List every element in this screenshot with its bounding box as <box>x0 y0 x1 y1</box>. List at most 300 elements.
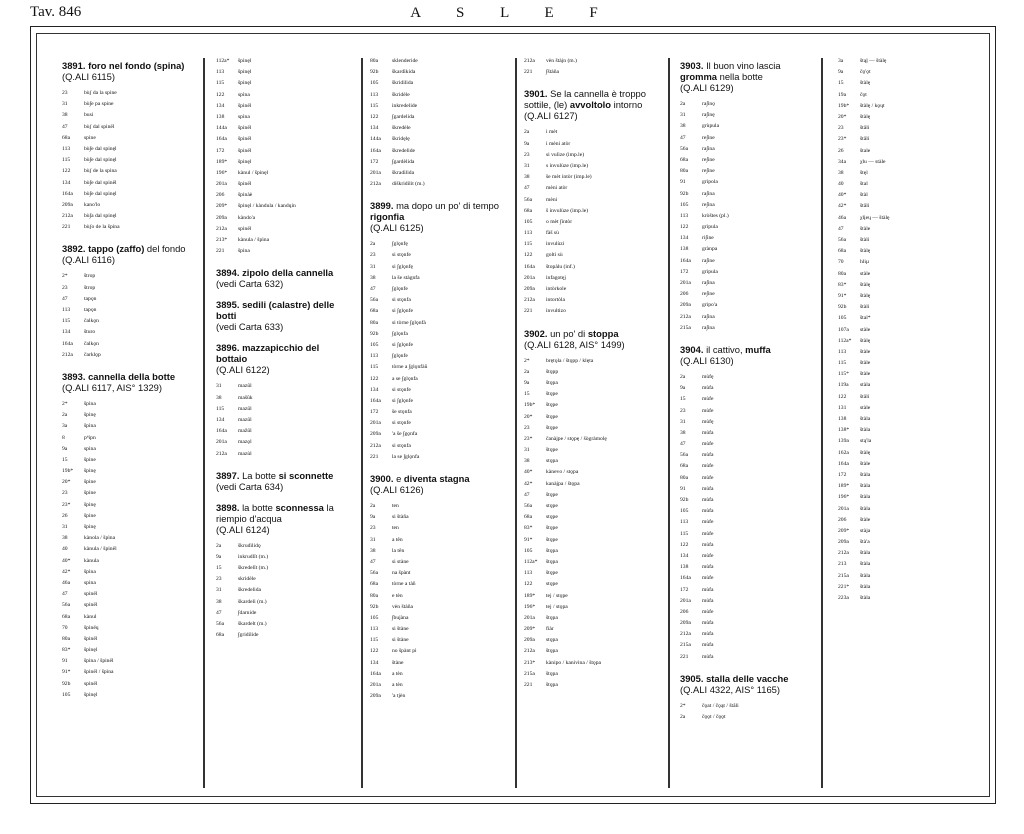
list-item <box>62 511 217 522</box>
list-item <box>62 634 217 645</box>
list-item <box>216 597 336 608</box>
dialect-form: štǫpa <box>546 547 558 554</box>
list-item <box>370 250 505 261</box>
point-number: 9a <box>838 69 844 76</box>
dialect-form: kano'lo <box>84 201 101 208</box>
point-number: 113 <box>370 91 379 98</box>
entry-number: 3895. <box>216 299 243 311</box>
dialect-form: škredelida <box>238 587 261 594</box>
dialect-form: mùfa <box>702 653 714 660</box>
point-number: 164a <box>62 190 73 197</box>
list-item <box>838 548 968 559</box>
point-number: 23 <box>680 407 686 414</box>
dialect-form: intòrkole <box>546 286 567 292</box>
list-item <box>838 146 968 157</box>
dialect-form: štàlę <box>860 337 871 344</box>
list-item <box>216 246 336 257</box>
point-number: 209a <box>62 201 73 208</box>
point-number: 212a <box>680 313 691 320</box>
dialect-form: štǫpa <box>546 379 558 386</box>
point-number: 221 <box>524 308 533 315</box>
dialect-form: stą'la <box>860 438 872 445</box>
list-item <box>524 434 664 445</box>
list-item <box>680 200 810 211</box>
dialect-form: mùfę <box>702 373 714 380</box>
dialect-form: mùfe <box>702 575 714 582</box>
dialect-form: fàš sù <box>546 230 559 237</box>
point-number: 115 <box>680 530 689 537</box>
point-number: 38 <box>216 394 222 401</box>
list-item <box>838 224 968 235</box>
list-item <box>62 656 217 667</box>
dialect-form: štàlę <box>860 449 871 456</box>
entry-reference: (Q.ALI 6129) <box>680 82 734 93</box>
point-number: 40* <box>524 469 533 476</box>
list-item <box>680 562 810 573</box>
point-number: 38 <box>680 429 686 436</box>
list-item <box>370 407 505 418</box>
dialect-form: škardelt (m.) <box>238 621 267 627</box>
point-number: 2a <box>680 101 686 107</box>
dialect-form: mùfę <box>702 418 714 425</box>
dialect-form: brętǫla / štǫpp / klęta <box>546 357 594 364</box>
point-number: 172 <box>370 158 379 165</box>
list-item <box>370 568 505 579</box>
dialect-form: štàlę <box>860 281 871 288</box>
list-item <box>524 67 664 78</box>
entry-heading-text: un po' di <box>550 327 588 339</box>
point-number: 47 <box>62 123 68 130</box>
point-number: 212a <box>680 631 691 638</box>
dialect-form: bùʃ dal spinël <box>84 123 115 130</box>
list-item <box>216 404 336 415</box>
list-item <box>680 177 810 188</box>
point-number: 23 <box>62 490 68 497</box>
list-item <box>370 418 505 429</box>
point-number: 122 <box>524 581 533 588</box>
point-number: 34a <box>838 158 847 165</box>
entry-title <box>524 328 664 350</box>
entry-heading-text: diventa stagna <box>403 473 470 484</box>
list-item <box>680 189 810 200</box>
point-number: 47 <box>524 491 530 498</box>
list-item <box>838 190 968 201</box>
list-item <box>370 441 505 452</box>
dialect-form: re∫ìne <box>702 134 715 141</box>
point-number: 56a <box>680 145 689 152</box>
dialect-form: stǫpa <box>546 637 558 644</box>
dialect-form: škredelide <box>392 147 415 154</box>
entry-reference: (Q.ALI 6127) <box>524 110 578 122</box>
dialect-form: špinëų <box>84 624 99 631</box>
dialect-form: štâli <box>860 136 870 143</box>
list-item <box>838 504 968 515</box>
list-item <box>838 593 968 604</box>
point-number: 23* <box>838 136 847 143</box>
list-item <box>838 369 968 380</box>
list-item <box>680 383 810 394</box>
point-number: 2a <box>370 503 376 509</box>
dialect-form: štà'a <box>860 539 870 546</box>
dialect-form: ra∫ìna <box>702 313 715 320</box>
list-item <box>370 579 505 590</box>
dialect-form: ra∫ìnę <box>702 112 715 119</box>
list-item <box>370 340 505 351</box>
entry-reference: (Q.ALI 6130) <box>680 354 734 366</box>
point-number: 105 <box>680 201 689 208</box>
point-number: 26 <box>838 147 844 154</box>
point-number: 2a <box>62 412 68 419</box>
entry-heading-text: stoppa <box>587 327 619 339</box>
point-number: 134 <box>370 386 379 393</box>
dialect-form: grìpola <box>702 179 718 186</box>
dialect-form: stǫpe <box>546 581 558 588</box>
list-item <box>524 250 664 261</box>
dialect-form: mùfe <box>702 441 714 448</box>
list-item <box>62 155 217 166</box>
list-item <box>524 306 664 317</box>
dialect-form: spina <box>84 445 96 452</box>
list-item <box>370 329 505 340</box>
list-item <box>524 284 664 295</box>
list-item <box>524 658 664 669</box>
dialect-form: škredèle <box>392 125 411 132</box>
dialect-form: stàle <box>860 270 871 277</box>
list-item <box>62 578 217 589</box>
list-item <box>524 546 664 557</box>
point-number: 9a <box>216 553 222 560</box>
dialect-form: kànula <box>84 557 99 564</box>
entry-number: 3899. <box>370 200 397 212</box>
dialect-form: bù∫e dal spinęl <box>84 145 117 152</box>
point-number: 68a <box>680 463 689 470</box>
dialect-form: si stǫnfe <box>392 252 411 259</box>
point-number: 209a <box>370 431 381 438</box>
dialect-form: tapǫn <box>84 295 97 302</box>
list-item <box>370 624 505 635</box>
dialect-form: ra∫ìna <box>702 280 715 286</box>
point-number: 40* <box>62 557 71 564</box>
list-item <box>370 306 505 317</box>
list-item <box>370 396 505 407</box>
list-item <box>680 110 810 121</box>
dialect-form: škridèle <box>392 91 410 98</box>
dialect-form: štǫpe <box>546 413 558 420</box>
point-number: 164a <box>680 257 691 264</box>
point-number: 9a <box>524 379 530 386</box>
atlas-entry <box>680 673 810 723</box>
point-number: 112a* <box>524 558 538 565</box>
list-item <box>62 410 217 421</box>
dialect-form: štàla <box>860 416 871 422</box>
list-item <box>216 123 336 134</box>
dialect-form: štàle <box>860 516 871 523</box>
dialect-form: špinęl <box>238 58 252 64</box>
point-number: 68a <box>62 613 71 620</box>
list-item <box>680 166 810 177</box>
atlas-entry <box>62 60 217 233</box>
dialect-form: skridèle <box>238 576 256 583</box>
point-number: 122 <box>370 375 379 382</box>
list-item <box>370 557 505 568</box>
point-number: 9a <box>524 140 530 147</box>
dialect-form: mašûk <box>238 394 253 401</box>
list-item <box>838 436 968 447</box>
list-item <box>524 228 664 239</box>
list-item <box>680 506 810 517</box>
dialect-form: ra∫ìna <box>702 324 715 331</box>
dialect-form: mùfa <box>702 497 714 503</box>
list-item <box>370 284 505 295</box>
dialect-form: štàla <box>860 561 871 568</box>
list-item <box>62 455 217 466</box>
dialect-form: štâli <box>860 125 870 132</box>
point-number: 206 <box>680 291 689 298</box>
point-number: 115 <box>62 318 71 325</box>
list-item <box>62 679 217 690</box>
dialect-form: kànul <box>84 613 97 620</box>
point-number: 105 <box>62 691 71 698</box>
dialect-form: spìna <box>238 113 250 120</box>
point-number: 212a <box>524 58 535 64</box>
point-number: 105 <box>524 547 533 554</box>
list-item <box>680 256 810 267</box>
entry-heading-text: gromma <box>680 71 717 82</box>
point-number: 122 <box>838 393 847 400</box>
list-item <box>838 112 968 123</box>
dialect-form: stǫpe <box>546 503 558 509</box>
list-item <box>370 602 505 613</box>
column-6 <box>838 60 968 780</box>
dialect-form: no špànt pì <box>392 648 417 655</box>
point-number: 20* <box>524 413 533 420</box>
list-item <box>62 533 217 544</box>
dialect-form: štǫpa <box>546 648 558 655</box>
dialect-form: ∫darnide <box>238 609 257 616</box>
list-item <box>524 568 664 579</box>
point-number: 221 <box>370 453 379 460</box>
dialect-form: špinę <box>84 468 96 475</box>
list-item <box>680 121 810 132</box>
point-number: 115 <box>216 80 225 87</box>
point-number: 68a <box>62 134 71 141</box>
list-item <box>838 448 968 459</box>
dialect-form: si štàne <box>392 626 409 633</box>
entry-number: 3894. <box>216 267 243 279</box>
dialect-form: špinęl <box>238 80 252 87</box>
entry-reference: (Q.ALI 6116) <box>62 254 115 266</box>
point-number: 31 <box>216 383 222 390</box>
dialect-form: še mèt intòr (imp.le) <box>546 174 592 181</box>
dialect-form: štale <box>860 147 871 154</box>
dialect-form: štàli <box>860 304 870 311</box>
list-item <box>524 127 664 138</box>
entry-number: 3903. <box>680 60 707 71</box>
list-item <box>216 213 336 224</box>
dialect-form: čǫ'ǫt <box>860 69 871 76</box>
list-item <box>216 426 336 437</box>
list-item <box>370 680 505 691</box>
list-item <box>680 473 810 484</box>
entry-heading-text: si sconnette <box>278 469 334 481</box>
list-item <box>370 90 505 101</box>
dialect-form: busi <box>84 112 94 119</box>
point-number: 221 <box>680 653 689 660</box>
point-number: 122 <box>680 224 689 231</box>
list-item <box>838 481 968 492</box>
point-number: 2a <box>370 241 376 248</box>
point-number: 162a <box>838 449 849 456</box>
dialect-form: 'a tjèn <box>392 693 406 700</box>
list-item <box>62 522 217 533</box>
list-item <box>216 552 336 563</box>
list-item <box>216 608 336 619</box>
point-number: 201a <box>370 169 381 176</box>
point-number: 212a <box>216 225 227 232</box>
point-number: 105 <box>370 341 379 348</box>
list-item <box>216 146 336 157</box>
point-number: 23 <box>62 90 68 96</box>
dialect-form: štopàlu (inf.) <box>546 263 575 270</box>
atlas-entry <box>370 473 505 702</box>
entry-heading-text: Il buon vino lascia <box>706 60 781 71</box>
dialect-form: ∫štàňa <box>546 69 560 76</box>
dialect-form: si tòrne ∫glǫnfà <box>392 319 426 326</box>
entry-title <box>62 243 217 265</box>
point-number: 20* <box>838 113 847 120</box>
point-number: 209a <box>524 286 535 292</box>
point-number: 113 <box>370 353 379 360</box>
list-item <box>524 557 664 568</box>
list-item <box>62 433 217 444</box>
dialect-form: štàle <box>860 225 871 232</box>
dialect-form: špina / špinël <box>84 658 114 665</box>
list-item <box>216 619 336 630</box>
list-item <box>838 90 968 101</box>
dialect-form: intortòla <box>546 297 565 304</box>
list-item <box>216 101 336 112</box>
dialect-form: bùʃ da la spine <box>84 90 117 96</box>
list-item <box>524 217 664 228</box>
point-number: 122 <box>370 113 379 120</box>
point-number: 91* <box>838 292 847 299</box>
dialect-form: re∫ìna <box>702 201 715 208</box>
dialect-form: mùfe <box>702 519 714 526</box>
point-list <box>524 56 664 78</box>
point-number: 19a <box>838 91 847 98</box>
list-item <box>216 90 336 101</box>
point-number: 15 <box>524 391 530 398</box>
point-number: 31 <box>216 587 222 594</box>
list-item <box>680 133 810 144</box>
plate-number: Tav. 846 <box>30 4 82 20</box>
entry-reference: (Q.ALI 4322, AIS° 1165) <box>680 683 780 695</box>
list-item <box>680 529 810 540</box>
point-number: 115 <box>370 102 379 109</box>
point-number: 209* <box>838 527 850 534</box>
point-number: 138* <box>838 427 850 434</box>
dialect-form: mazûl <box>238 416 252 423</box>
list-item <box>216 168 336 179</box>
dialect-form: χlu — stàle <box>860 158 886 165</box>
point-number: 47 <box>216 609 222 616</box>
point-number: 113 <box>216 69 225 76</box>
entry-heading-text: la riempio d'acqua <box>216 501 334 524</box>
point-number: 70 <box>62 624 68 631</box>
point-number: 26 <box>62 512 68 519</box>
list-item <box>62 690 217 701</box>
dialect-form: štàla <box>860 505 871 512</box>
list-item <box>216 393 336 404</box>
point-number: 80a <box>680 474 689 481</box>
list-item <box>370 362 505 373</box>
entry-reference: (Q.ALI 6122) <box>216 364 270 376</box>
dialect-form: čalkǫn <box>84 318 99 325</box>
list-item <box>838 269 968 280</box>
point-number: 164a <box>216 136 227 143</box>
dialect-form: špine <box>84 512 96 519</box>
dialect-form: si ∫glǫnfę <box>392 263 413 270</box>
dialect-form: špinęl <box>238 158 252 165</box>
point-number: 70 <box>838 259 844 266</box>
list-item <box>524 646 664 657</box>
list-item <box>370 658 505 669</box>
column-1 <box>62 60 217 780</box>
point-number: 31 <box>524 162 530 169</box>
point-number: 47 <box>680 441 686 448</box>
list-item <box>62 350 217 361</box>
entry-reference: (vedi Carta 633) <box>216 321 284 333</box>
list-item <box>216 134 336 145</box>
list-item <box>370 429 505 440</box>
list-item <box>680 99 810 110</box>
point-number: 68a <box>524 514 533 521</box>
dialect-form: grìpula <box>702 224 718 231</box>
list-item <box>680 618 810 629</box>
point-number: 23 <box>370 525 376 532</box>
list-item <box>680 461 810 472</box>
point-number: 212a <box>62 351 73 358</box>
list-item <box>838 470 968 481</box>
point-number: 212a <box>524 297 535 304</box>
list-item <box>838 582 968 593</box>
dialect-form: 'a še ∫gǫnfa <box>392 431 418 438</box>
list-item <box>370 273 505 284</box>
list-item <box>216 630 336 641</box>
point-number: 209a <box>680 620 691 627</box>
list-item <box>680 701 810 712</box>
list-item <box>370 262 505 273</box>
point-number: 119a <box>838 382 849 389</box>
point-number: 134 <box>680 552 689 559</box>
list-item <box>62 144 217 155</box>
point-number: 91* <box>62 669 71 676</box>
point-number: 189* <box>524 592 536 599</box>
dialect-form: mùfa <box>702 597 714 604</box>
list-item <box>370 56 505 67</box>
dialect-form: si stǫnfe <box>392 420 411 427</box>
list-item <box>680 652 810 663</box>
point-number: 206 <box>216 192 225 199</box>
dialect-form: špinël <box>84 635 98 642</box>
entry-heading-text: ma dopo un po' di tempo <box>396 200 499 212</box>
list-item <box>838 134 968 145</box>
point-number: 221 <box>524 682 533 688</box>
atlas-entry <box>62 371 217 701</box>
dialect-form: še stǫnfa <box>392 409 412 416</box>
dialect-form: re∫ìne <box>702 156 715 163</box>
atlas-entry <box>216 299 336 332</box>
